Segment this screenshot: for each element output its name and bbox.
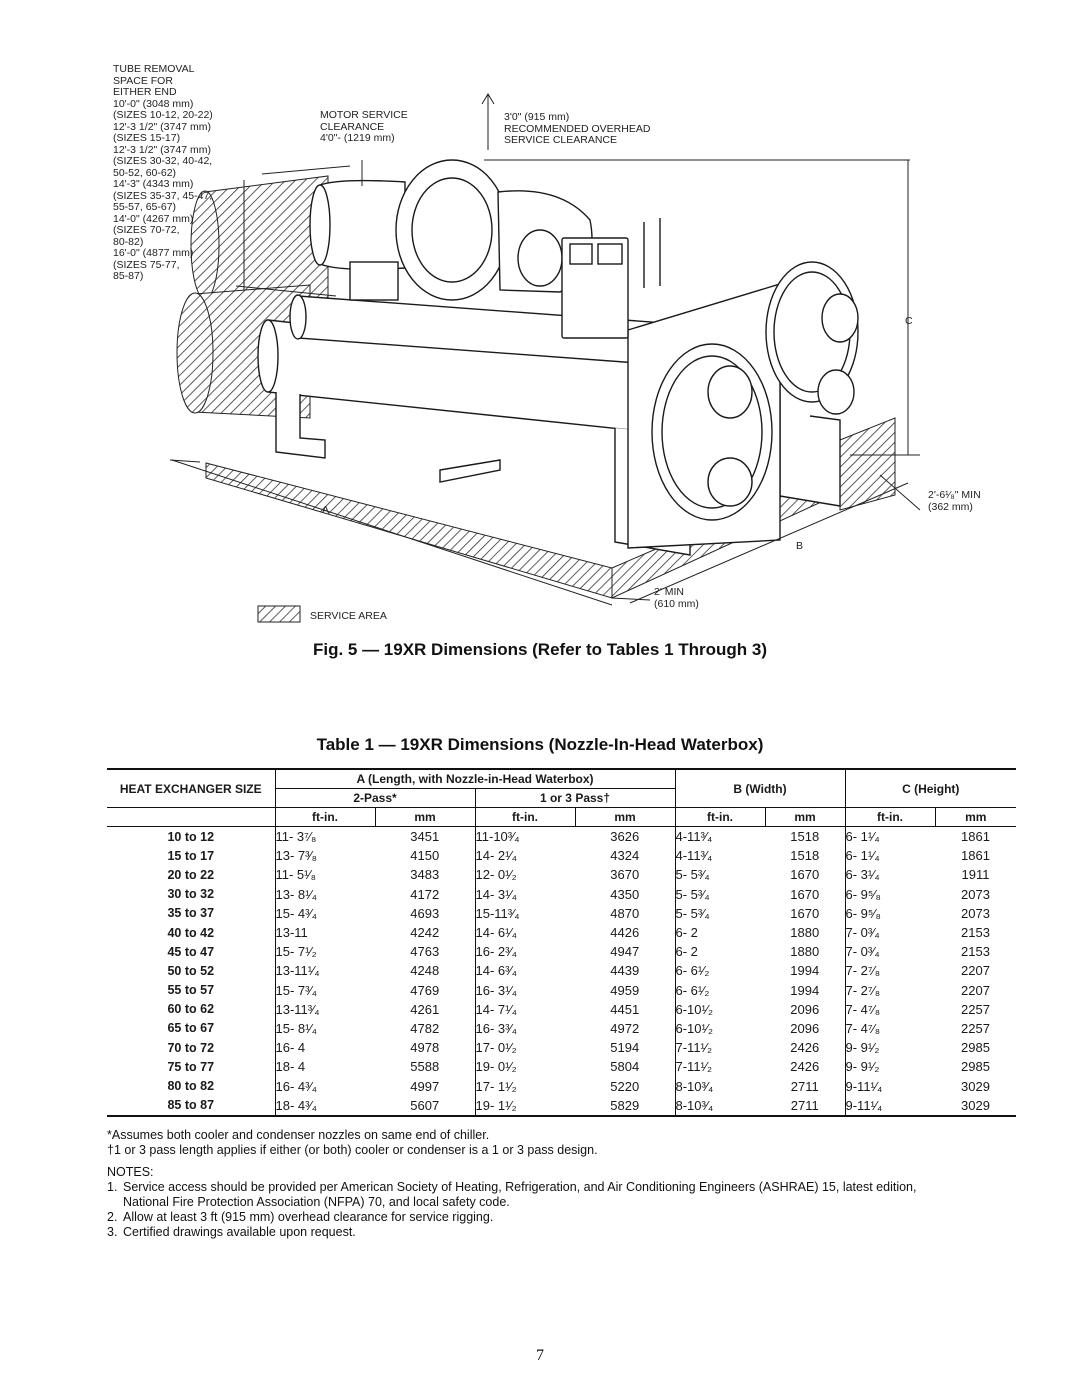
table-row [107, 865, 1016, 884]
table-row [107, 981, 1016, 1000]
a-2pass-ftin: 16- 4³⁄₄ [275, 1076, 375, 1095]
a-2pass-mm: 4242 [410, 925, 440, 941]
b-mm: 2426 [790, 1059, 820, 1075]
b-mm: 1670 [790, 886, 820, 902]
note-item [107, 1180, 1027, 1195]
size-cell: 55 to 57 [167, 983, 215, 998]
a-2pass-ftin: 13- 8¹⁄₄ [275, 885, 375, 904]
a-2pass-mm: 4763 [410, 944, 440, 960]
note-item [107, 1210, 1027, 1225]
a-2pass-mm: 4693 [410, 905, 440, 921]
table-row [107, 961, 1016, 980]
a-2pass-ftin: 15- 7¹⁄₂ [275, 942, 375, 961]
a-2pass-mm: 3451 [410, 829, 440, 845]
c-ftin: 7- 0³⁄₄ [845, 942, 935, 961]
side-min-clearance-label: 2'-6¹⁄₈" MIN (362 mm) [928, 489, 981, 513]
header-unit-mm: mm [765, 808, 845, 827]
note-number: 1. [107, 1180, 118, 1194]
header-unit-mm: mm [575, 808, 675, 827]
a-1or3pass-mm: 4959 [610, 982, 640, 998]
motor-service-label: MOTOR SERVICE CLEARANCE 4'0"- (1219 mm) [320, 109, 408, 144]
b-mm: 2711 [790, 1078, 819, 1094]
c-ftin: 6- 3¹⁄₄ [845, 865, 935, 884]
a-1or3pass-mm: 4426 [610, 925, 640, 941]
chiller-body [258, 160, 858, 555]
b-mm: 1670 [790, 867, 820, 883]
dimensions-table [107, 768, 1016, 1117]
a-1or3pass-ftin: 16- 3¹⁄₄ [475, 981, 575, 1000]
note-item [107, 1195, 1027, 1210]
a-1or3pass-ftin: 14- 6³⁄₄ [475, 961, 575, 980]
c-ftin: 6- 1¹⁄₄ [845, 827, 935, 847]
c-mm: 1911 [961, 867, 990, 883]
dim-c-label: C [905, 315, 913, 327]
b-ftin: 5- 5³⁄₄ [675, 865, 765, 884]
note-text: Service access should be provided per American Society of Heating, Refrigeration, and Air Conditioning Engineers (ASHRAE) 15, latest edition, [123, 1180, 917, 1194]
note-item [107, 1225, 1027, 1240]
table-row [107, 1076, 1016, 1095]
b-mm: 2096 [790, 1001, 820, 1017]
size-cell: 45 to 47 [167, 944, 215, 959]
size-cell: 10 to 12 [167, 829, 215, 844]
a-1or3pass-mm: 4870 [610, 905, 640, 921]
c-ftin: 9-11¹⁄₄ [845, 1076, 935, 1095]
figure-caption: Fig. 5 — 19XR Dimensions (Refer to Tables 1 Through 3) [312, 640, 768, 659]
table-row [107, 942, 1016, 961]
b-ftin: 4-11³⁄₄ [675, 827, 765, 847]
overhead-clearance-label: 3'0" (915 mm) RECOMMENDED OVERHEAD SERVICE CLEARANCE [504, 111, 651, 146]
a-1or3pass-mm: 3670 [610, 867, 640, 883]
a-1or3pass-ftin: 17- 0¹⁄₂ [475, 1038, 575, 1057]
c-mm: 2073 [961, 905, 990, 921]
a-2pass-ftin: 15- 4³⁄₄ [275, 904, 375, 923]
a-1or3pass-ftin: 14- 7¹⁄₄ [475, 1000, 575, 1019]
size-cell: 70 to 72 [167, 1040, 215, 1055]
b-ftin: 7-11¹⁄₂ [675, 1057, 765, 1076]
size-cell: 60 to 62 [167, 1002, 215, 1017]
b-ftin: 6-10¹⁄₂ [675, 1019, 765, 1038]
note-text: Certified drawings available upon request. [123, 1225, 356, 1239]
a-2pass-mm: 4978 [410, 1040, 440, 1056]
size-cell: 75 to 77 [167, 1059, 215, 1074]
header-unit-ftin: ft-in. [275, 808, 375, 827]
table-row [107, 1038, 1016, 1057]
a-2pass-mm: 4997 [410, 1078, 440, 1094]
b-ftin: 6- 6¹⁄₂ [675, 961, 765, 980]
c-mm: 3029 [935, 1096, 1016, 1116]
a-1or3pass-ftin: 14- 3¹⁄₄ [475, 885, 575, 904]
c-ftin: 7- 2⁷⁄₈ [845, 961, 935, 980]
a-2pass-mm: 4769 [410, 982, 440, 998]
table-row [107, 1000, 1016, 1019]
a-1or3pass-ftin: 15-11³⁄₄ [475, 904, 575, 923]
a-1or3pass-mm: 4972 [610, 1020, 640, 1036]
footnote-star: *Assumes both cooler and condenser nozzles on same end of chiller. [107, 1128, 490, 1142]
a-2pass-mm: 4782 [410, 1020, 440, 1036]
a-2pass-ftin: 11- 5¹⁄₈ [275, 865, 375, 884]
note-number: 3. [107, 1225, 118, 1239]
b-ftin: 8-10³⁄₄ [675, 1096, 765, 1116]
size-cell: 85 to 87 [107, 1096, 275, 1116]
b-mm: 1670 [790, 905, 820, 921]
a-2pass-mm: 4261 [410, 1001, 440, 1017]
header-a-1or3pass: 1 or 3 Pass† [475, 789, 675, 808]
figure-19xr-dimensions [0, 0, 1080, 630]
a-2pass-ftin: 15- 7³⁄₄ [275, 981, 375, 1000]
footnote-dagger: †1 or 3 pass length applies if either (or both) cooler or condenser is a 1 or 3 pass design. [107, 1143, 598, 1157]
table-row [107, 1096, 1016, 1116]
c-mm: 1861 [961, 829, 990, 845]
header-unit-ftin: ft-in. [675, 808, 765, 827]
table-title: Table 1 — 19XR Dimensions (Nozzle-In-Head Waterbox) [316, 735, 764, 754]
size-cell: 35 to 37 [167, 906, 215, 921]
size-cell: 80 to 82 [167, 1079, 215, 1094]
c-ftin: 7- 0³⁄₄ [845, 923, 935, 942]
c-ftin: 9- 9¹⁄₂ [845, 1038, 935, 1057]
b-mm: 2426 [790, 1040, 820, 1056]
b-ftin: 5- 5³⁄₄ [675, 885, 765, 904]
b-ftin: 7-11¹⁄₂ [675, 1038, 765, 1057]
b-mm: 2711 [765, 1096, 845, 1116]
note-text: Allow at least 3 ft (915 mm) overhead clearance for service rigging. [123, 1210, 494, 1224]
b-mm: 1880 [790, 925, 820, 941]
c-mm: 2985 [961, 1059, 990, 1075]
c-mm: 2985 [961, 1040, 990, 1056]
b-ftin: 6- 2 [675, 923, 765, 942]
table-row [107, 1019, 1016, 1038]
size-cell: 40 to 42 [167, 925, 215, 940]
c-ftin: 7- 4⁷⁄₈ [845, 1019, 935, 1038]
size-cell: 50 to 52 [167, 963, 215, 978]
a-2pass-mm: 3483 [410, 867, 440, 883]
c-mm: 1861 [961, 848, 990, 864]
a-2pass-mm: 4150 [410, 848, 440, 864]
header-c: C (Height) [845, 769, 1016, 808]
notes-heading: NOTES: [107, 1165, 154, 1179]
b-ftin: 6- 2 [675, 942, 765, 961]
b-ftin: 4-11³⁄₄ [675, 846, 765, 865]
a-2pass-mm: 5588 [410, 1059, 440, 1075]
a-2pass-ftin: 11- 3⁷⁄₈ [275, 827, 375, 847]
page-number: 7 [536, 1347, 544, 1364]
table-row [107, 923, 1016, 942]
a-2pass-mm: 4172 [410, 886, 440, 902]
a-1or3pass-ftin: 14- 6¹⁄₄ [475, 923, 575, 942]
service-area-legend-swatch [258, 606, 300, 622]
c-ftin: 6- 1¹⁄₄ [845, 846, 935, 865]
a-1or3pass-mm: 5804 [610, 1059, 640, 1075]
c-mm: 3029 [961, 1078, 990, 1094]
footnotes [107, 1128, 1027, 1240]
size-cell: 30 to 32 [167, 887, 215, 902]
table-row [107, 1057, 1016, 1076]
a-1or3pass-ftin: 12- 0¹⁄₂ [475, 865, 575, 884]
c-ftin: 7- 2⁷⁄₈ [845, 981, 935, 1000]
a-2pass-mm: 4248 [410, 963, 440, 979]
b-mm: 1518 [790, 848, 820, 864]
dim-b-label: B [796, 540, 804, 552]
table-row [107, 904, 1016, 923]
note-text: National Fire Protection Association (NFPA) 70, and local safety code. [123, 1195, 510, 1209]
a-1or3pass-ftin: 16- 2³⁄₄ [475, 942, 575, 961]
a-1or3pass-ftin: 16- 3³⁄₄ [475, 1019, 575, 1038]
c-ftin: 9-11¹⁄₄ [845, 1096, 935, 1116]
size-cell: 15 to 17 [167, 848, 215, 863]
b-mm: 1994 [790, 982, 820, 998]
a-1or3pass-mm: 4439 [610, 963, 640, 979]
a-1or3pass-mm: 4324 [610, 848, 640, 864]
table-row [107, 846, 1016, 865]
service-area-legend-label: SERVICE AREA [310, 610, 387, 622]
c-mm: 2207 [961, 982, 990, 998]
front-min-clearance-label: 2' MIN (610 mm) [654, 586, 699, 610]
b-mm: 1994 [790, 963, 820, 979]
c-ftin: 9- 9¹⁄₂ [845, 1057, 935, 1076]
a-2pass-ftin: 16- 4 [275, 1038, 375, 1057]
a-1or3pass-ftin: 17- 1¹⁄₂ [475, 1076, 575, 1095]
header-blank [107, 808, 275, 827]
a-1or3pass-mm: 3626 [610, 829, 640, 845]
a-1or3pass-mm: 5220 [610, 1078, 640, 1094]
a-1or3pass-mm: 5194 [610, 1040, 640, 1056]
header-unit-mm: mm [935, 808, 1016, 827]
header-unit-ftin: ft-in. [845, 808, 935, 827]
a-2pass-ftin: 13-11³⁄₄ [275, 1000, 375, 1019]
b-mm: 1518 [790, 829, 820, 845]
a-2pass-ftin: 18- 4 [275, 1057, 375, 1076]
a-2pass-ftin: 18- 4³⁄₄ [275, 1096, 375, 1116]
a-1or3pass-ftin: 19- 1¹⁄₂ [475, 1096, 575, 1116]
b-mm: 1880 [790, 944, 820, 960]
dim-a-label: A [322, 504, 330, 516]
c-mm: 2073 [961, 886, 990, 902]
a-2pass-mm: 5607 [375, 1096, 475, 1116]
note-number [107, 1195, 123, 1210]
c-mm: 2257 [961, 1001, 990, 1017]
header-b: B (Width) [675, 769, 845, 808]
b-ftin: 6-10¹⁄₂ [675, 1000, 765, 1019]
c-mm: 2153 [961, 944, 990, 960]
b-ftin: 5- 5³⁄₄ [675, 904, 765, 923]
header-size: HEAT EXCHANGER SIZE [107, 769, 275, 808]
b-ftin: 6- 6¹⁄₂ [675, 981, 765, 1000]
c-mm: 2207 [961, 963, 990, 979]
header-a: A (Length, with Nozzle-in-Head Waterbox) [275, 769, 675, 789]
tube-removal-label: TUBE REMOVAL SPACE FOR EITHER END 10'-0" (3048 mm) (SIZES 10-12, 20-22) 12'-3 1/2" (3747 mm) (SIZES 15-17) 12'-3 1/2" (3747 mm) (SIZES 30-32, 40-42, 50-52, 60-62) 14'-3" (4343 mm) (SIZES 35-37, 45-47, 55-57, 65-67) 14'-0" (4267 mm) (SIZES 70-72, 80-82) 16'-0" (4877 mm) (SIZES 75-77, 85-87) [113, 63, 213, 282]
a-1or3pass-mm: 4451 [610, 1001, 640, 1017]
c-mm: 2153 [961, 925, 990, 941]
table-row [107, 885, 1016, 904]
a-1or3pass-ftin: 14- 2¹⁄₄ [475, 846, 575, 865]
header-unit-ftin: ft-in. [475, 808, 575, 827]
size-cell: 20 to 22 [167, 867, 215, 882]
header-unit-mm: mm [375, 808, 475, 827]
b-ftin: 8-10³⁄₄ [675, 1076, 765, 1095]
c-ftin: 6- 9⁵⁄₈ [845, 885, 935, 904]
a-1or3pass-ftin: 11-10³⁄₄ [475, 827, 575, 847]
table-row [107, 827, 1016, 847]
size-cell: 65 to 67 [167, 1021, 215, 1036]
a-1or3pass-mm: 4947 [610, 944, 640, 960]
a-2pass-ftin: 13-11¹⁄₄ [275, 961, 375, 980]
header-a-2pass: 2-Pass* [275, 789, 475, 808]
a-2pass-ftin: 13- 7³⁄₈ [275, 846, 375, 865]
a-1or3pass-mm: 5829 [575, 1096, 675, 1116]
b-mm: 2096 [790, 1020, 820, 1036]
c-ftin: 6- 9⁵⁄₈ [845, 904, 935, 923]
note-number: 2. [107, 1210, 118, 1224]
a-2pass-ftin: 15- 8¹⁄₄ [275, 1019, 375, 1038]
a-1or3pass-mm: 4350 [610, 886, 640, 902]
a-1or3pass-ftin: 19- 0¹⁄₂ [475, 1057, 575, 1076]
c-ftin: 7- 4⁷⁄₈ [845, 1000, 935, 1019]
a-2pass-ftin: 13-11 [275, 923, 375, 942]
c-mm: 2257 [961, 1020, 990, 1036]
